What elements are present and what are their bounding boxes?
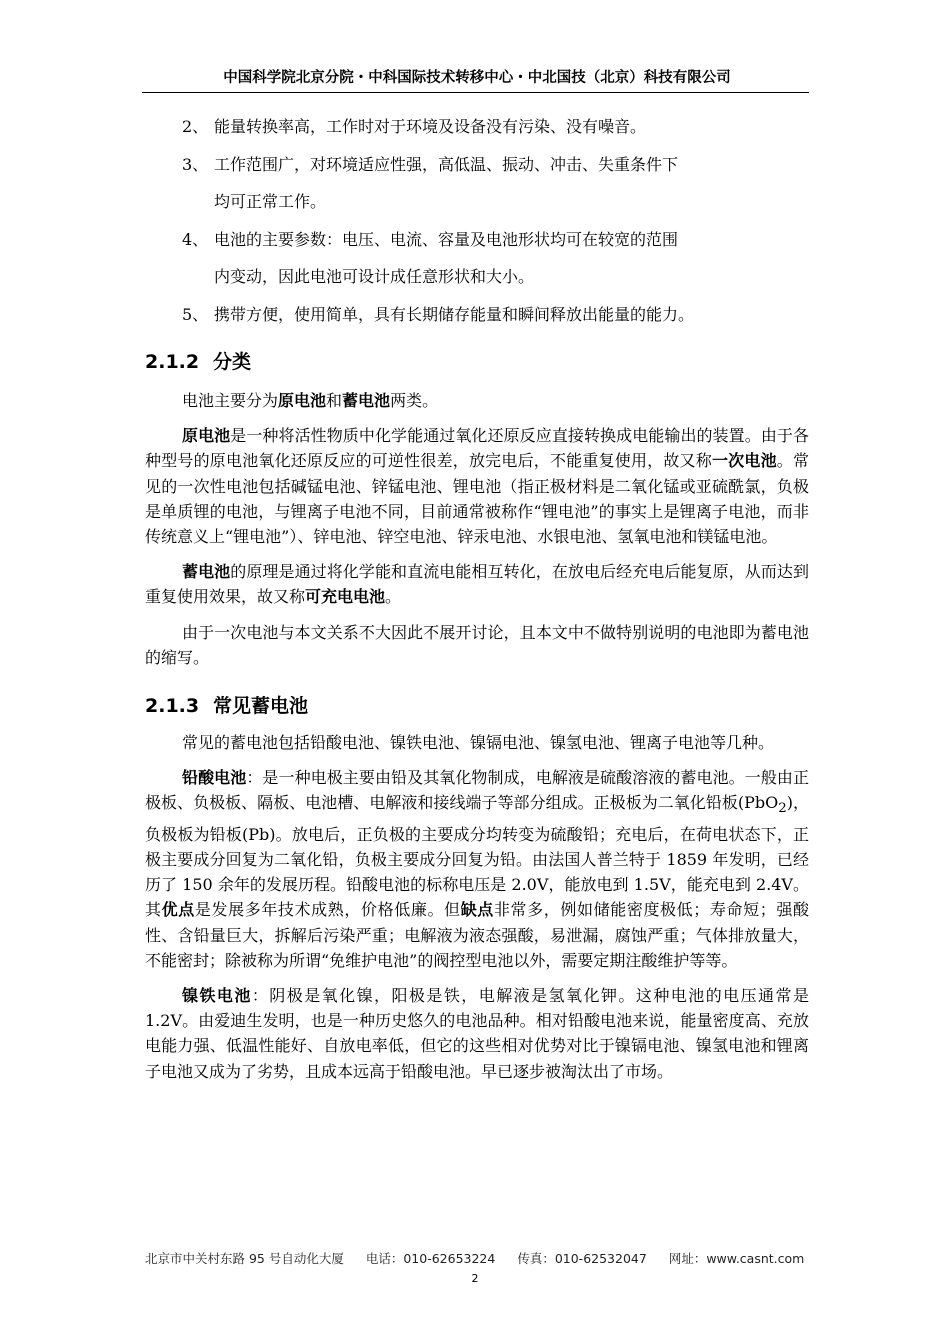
list-item: 2、 能量转换率高，工作时对于环境及设备没有污染、没有噪音。 <box>182 117 647 136</box>
section-heading-2-1-2: 2.1.2 分类 <box>145 351 252 373</box>
paragraph-nickel-iron: 镍铁电池：阴极是氧化镍，阳极是铁，电解液是氢氧化钾。这种电池的电压通常是 1.2V。由爱迪生发明，也是一种历史悠久的电池品种。相对铅酸电池来说，能量密度高、充放电能力强、低温性能好、自放电率低，但它的这些相对优势对比于镍镉电池、镍氢电池和锂离子电池又成为了劣势，且成本远高于铅酸电池。早已逐步被淘汰出了市场。 <box>145 986 809 1081</box>
footer-fax: 传真：010-62532047 <box>517 1251 647 1266</box>
list-item: 3、 工作范围广，对环境适应性强，高低温、振动、冲击、失重条件下 <box>182 154 679 174</box>
list-item-continuation: 内变动，因此电池可设计成任意形状和大小。 <box>214 267 535 286</box>
paragraph-common-batteries: 常见的蓄电池包括铅酸电池、镍铁电池、镍镉电池、镍氢电池、锂离子电池等几种。 <box>182 733 775 753</box>
page-content <box>145 108 809 1084</box>
paragraph-storage-battery: 蓄电池的原理是通过将化学能和直流电能相互转化，在放电后经充电后能复原，从而达到重复使用效果，故又称可充电电池。 <box>145 562 809 607</box>
header-rule <box>142 92 809 93</box>
page-number: 2 <box>471 1272 479 1285</box>
section-heading-2-1-3: 2.1.3 常见蓄电池 <box>145 695 309 718</box>
paragraph-lead-acid: 铅酸电池：是一种电极主要由铅及其氧化物制成，电解液是硫酸溶液的蓄电池。一般由正极板、负极板、隔板、电池槽、电解液和接线端子等部分组成。正极板为二氧化铅板(PbO$_2$)，负极板为铅板(Pb)。放电后，正负极的主要成分均转变为硫酸铅；充电后，在荷电状态下，正极主要成分回复为二氧化铅，负极主要成分回复为铅。由法国人普兰特于 1859 年发明，已经历了 150 余年的发展历程。铅酸电池的标称电压是 2.0V，能放电到 1.5V，能充电到 2.4V。其优点是发展多年技术成熟，价格低廉。但缺点非常多，例如储能密度极低；寿命短；强酸性、含铅量巨大，拆解后污染严重；电解液为液态强酸，易泄漏，腐蚀严重；气体排放量大，不能密封；除被称为所谓“免维护电池”的阀控型电池以外，需要定期注酸维护等等。 <box>145 768 810 970</box>
footer-website[interactable]: 网址：www.casnt.com <box>668 1251 805 1266</box>
paragraph-classification: 电池主要分为原电池和蓄电池两类。 <box>182 391 439 410</box>
advantage-list <box>145 108 809 333</box>
list-item-continuation: 均可正常工作。 <box>214 192 327 211</box>
footer-address: 北京市中关村东路 95 号自动化大厦 <box>145 1251 344 1266</box>
list-item: 4、 电池的主要参数：电压、电流、容量及电池形状均可在较宽的范围 <box>182 229 679 249</box>
page-header: 中国科学院北京分院・中科国际技术转移中心・中北国技（北京）科技有限公司 <box>223 70 731 86</box>
footer-phone: 电话：010-62653224 <box>365 1251 496 1266</box>
list-item: 5、 携带方便，使用简单，具有长期储存能量和瞬间释放出能量的能力。 <box>182 304 695 324</box>
paragraph-note: 由于一次电池与本文关系不大因此不展开讨论，且本文中不做特别说明的电池即为蓄电池的缩写。 <box>145 622 809 667</box>
page-footer <box>145 1249 809 1267</box>
paragraph-primary-battery: 原电池是一种将活性物质中化学能通过氧化还原反应直接转换成电能输出的装置。由于各种型号的原电池氧化还原反应的可逆性很差，放完电后，不能重复使用，故又称一次电池。常见的一次性电池包括碱锰电池、锌锰电池、锂电池（指正极材料是二氧化锰或亚硫酰氯，负极是单质锂的电池，与锂离子电池不同，目前通常被称作“锂电池”的事实上是锂离子电池，而非传统意义上“锂电池”）、锌电池、锌空电池、锌汞电池、水银电池、氢氧电池和镁锰电池。 <box>145 426 809 547</box>
